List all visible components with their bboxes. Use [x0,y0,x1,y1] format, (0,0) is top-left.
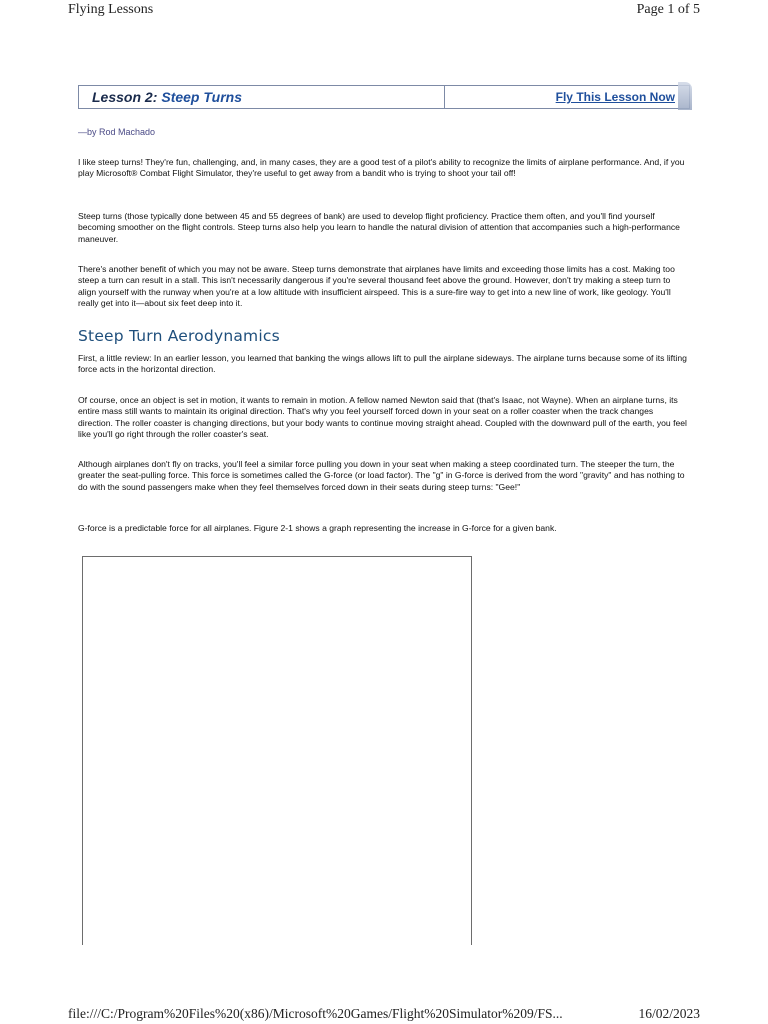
section-heading: Steep Turn Aerodynamics [78,327,280,345]
lesson-title [79,86,445,108]
author-byline: —by Rod Machado [78,127,156,137]
lesson-link-cell [445,86,689,108]
print-header-page-number: Page 1 of 5 [636,2,700,17]
lesson-name: Steep Turns [161,89,243,105]
print-footer-url: file:///C:/Program%20Files%20(x86)/Microsoft%20Games/Flight%20Simulator%209/FS... [68,1006,563,1021]
section-paragraph-1: First, a little review: In an earlier lesson, you learned that banking the wings allows lift to pull the airplane sideways. The airplane turns because some of its lifting force acts in the horizontal direction. [78,353,687,375]
lesson-number: Lesson 2: [92,89,158,105]
print-footer-date: 16/02/2023 [638,1006,700,1021]
figure-placeholder [82,556,472,945]
fly-this-lesson-link[interactable]: Fly This Lesson Now [555,90,675,104]
section-paragraph-4: G-force is a predictable force for all airplanes. Figure 2-1 shows a graph representing the increase in G-force for a given bank. [78,523,557,533]
print-header-title: Flying Lessons [68,2,154,17]
section-paragraph-2: Of course, once an object is set in motion, it wants to remain in motion. A fellow named Newton said that (that's Isaac, not Wayne). When an airplane turns, its entire mass still wants to maintain its original direction. That's why you feel yourself forced down in your seat on a roller coaster when the track changes direction. The roller coaster is changing directions, but your body wants to continue moving straight ahead. Coupled with the downward pull of the earth, you feel like you'll go right through the roller coaster's seat. [78,395,687,440]
intro-paragraph-3: There's another benefit of which you may not be aware. Steep turns demonstrate that airplanes have limits and exceeding those limits has a cost. Making too steep a turn can result in a stall. This isn't necessarily dangerous if you're several thousand feet above the ground. However, don't try making a steep turn to align yourself with the runway when you're at a low altitude with insufficient airspeed. This is a sure-fire way to get into a new line of work, like geology. You'll really get into it—about six feet deep into it. [78,264,675,309]
print-header [68,0,700,20]
intro-paragraph-1: I like steep turns! They're fun, challenging, and, in many cases, they are a good test of a pilot's ability to recognize the limits of airplane performance. And, if you play Microsoft® Combat Flight Simulator, they're useful to get away from a bandit who is trying to shoot your tail off! [78,157,685,179]
section-paragraph-3: Although airplanes don't fly on tracks, you'll feel a similar force pulling you down in your seat when making a steep coordinated turn. The steeper the turn, the greater the seat-pulling force. This force is sometimes called the G-force (or load factor). The "g" in G-force is derived from the word "gravity" and has nothing to do with the sound passengers make when they feel themselves forced down in their seats during steep turns: "Gee!" [78,459,685,492]
print-footer [68,1004,700,1024]
tab-corner-decoration [678,82,692,110]
intro-paragraph-2: Steep turns (those typically done between 45 and 55 degrees of bank) are used to develop flight proficiency. Practice them often, and you'll find yourself becoming smoother on the flight controls. Steep turns also help you learn to handle the natural division of attention that accompanies such a high-performance maneuver. [78,211,680,244]
lesson-title-bar [78,85,690,109]
